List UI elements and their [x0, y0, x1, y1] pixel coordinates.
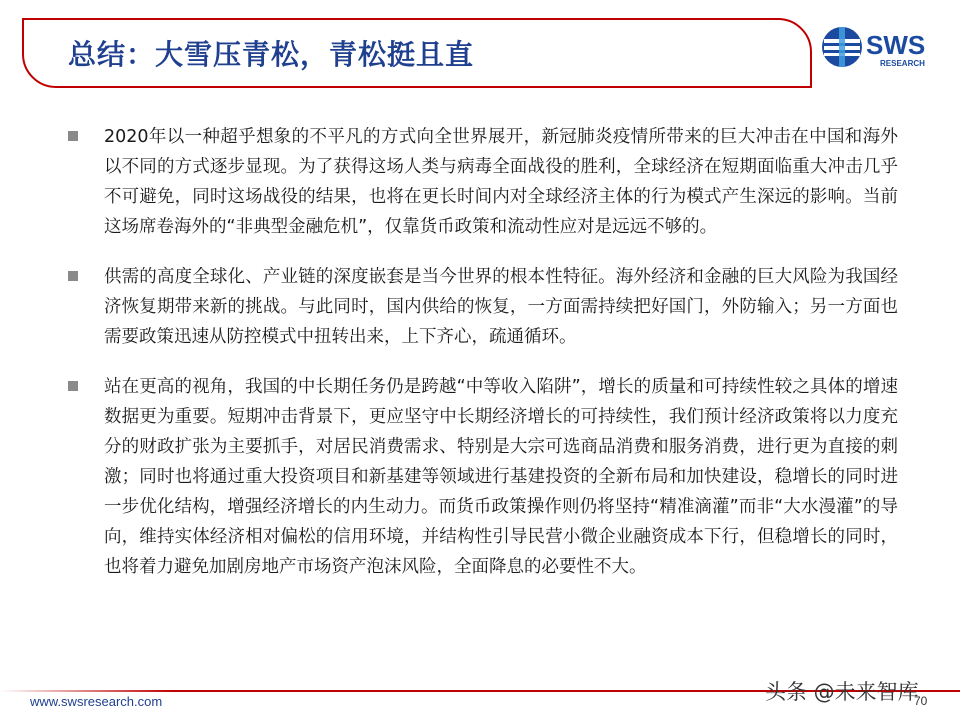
bullet-text: 站在更高的视角，我国的中长期任务仍是跨越“中等收入陷阱”，增长的质量和可持续性较之具体的增速数据更为重要。短期冲击背景下，更应坚守中长期经济增长的可持续性，我们预计经济政策将以力度充分的财政扩张为主要抓手，对居民消费需求、特别是大宗可选商品消费和服务消费，进行更为直接的刺激；同时也将通过重大投资项目和新基建等领域进行基建投资的全新布局和加快建设，稳增长的同时进一步优化结构，增强经济增长的内生动力。而货币政策操作则仍将坚持“精准滴灌”而非“大水漫灌”的导向，维持实体经济相对偏松的信用环境，并结构性引导民营小微企业融资成本下行，但稳增长的同时，也将着力避免加剧房地产市场资产泡沫风险，全面降息的必要性不大。	[104, 377, 898, 577]
list-item	[68, 262, 898, 352]
bullet-text: 2020年以一种超乎想象的不平凡的方式向全世界展开，新冠肺炎疫情所带来的巨大冲击在中国和海外以不同的方式逐步显现。为了获得这场人类与病毒全面战役的胜利，全球经济在短期面临重大冲击几乎不可避免，同时这场战役的结果，也将在更长时间内对全球经济主体的行为模式产生深远的影响。当前这场席卷海外的“非典型金融危机”，仅靠货币政策和流动性应对是远远不够的。	[104, 127, 898, 237]
list-item	[68, 372, 898, 582]
page-number: 70	[914, 694, 928, 708]
logo-subtext: RESEARCH	[880, 59, 925, 68]
square-bullet-icon	[68, 381, 78, 391]
bullet-list	[68, 122, 898, 602]
square-bullet-icon	[68, 271, 78, 281]
watermark-text: 头条 @未来智库	[765, 680, 919, 704]
square-bullet-icon	[68, 131, 78, 141]
list-item	[68, 122, 898, 242]
footer-url[interactable]: www.swsresearch.com	[30, 694, 163, 709]
bullet-text: 供需的高度全球化、产业链的深度嵌套是当今世界的根本性特征。海外经济和金融的巨大风险为我国经济恢复期带来新的挑战。与此同时，国内供给的恢复，一方面需持续把好国门，外防输入；另一方面也需要政策迅速从防控模式中扭转出来，上下齐心，疏通循环。	[104, 267, 898, 347]
page-title: 总结：大雪压青松，青松挺且直	[68, 38, 475, 71]
logo-text: SWS	[866, 30, 926, 60]
